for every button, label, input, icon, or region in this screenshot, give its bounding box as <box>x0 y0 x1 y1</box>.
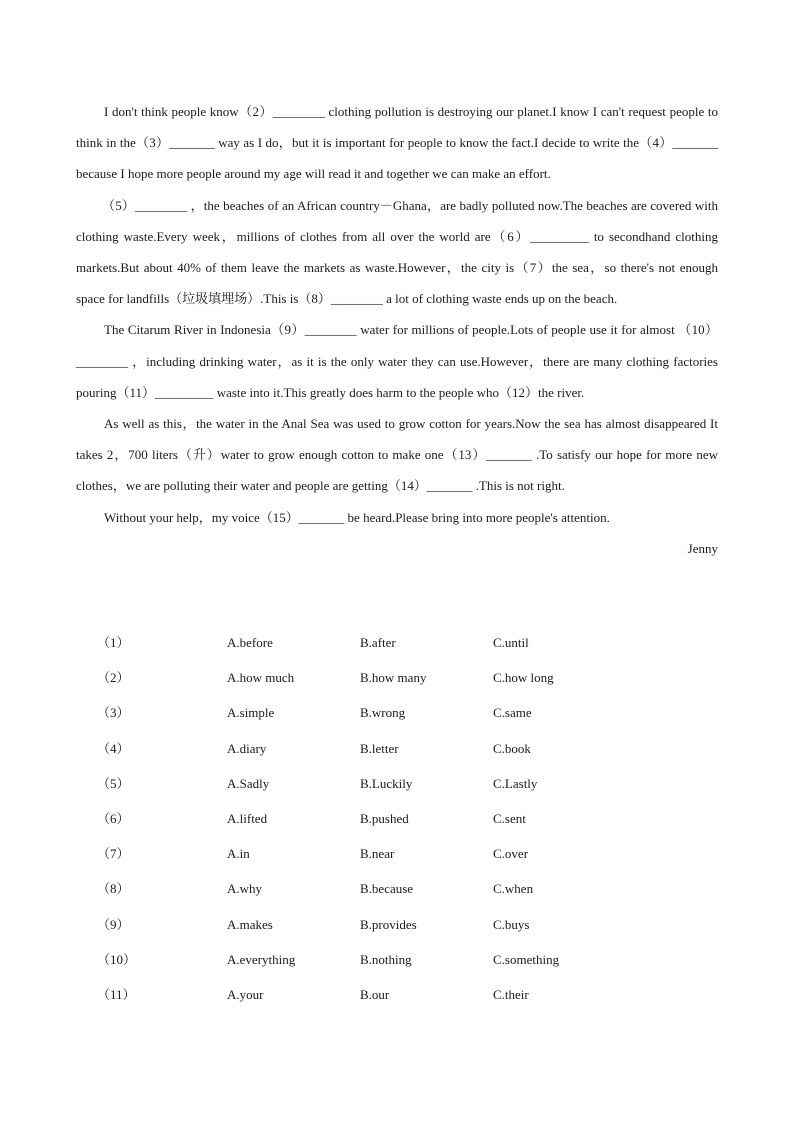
passage-paragraph-1: I don't think people know（2）________ clothing pollution is destroying our planet.I know I can't request people to think in the（3）_______ way as I do，but it is important for people to know the fact.I decide to write the（4）_______ because I hope more people around my age will read it and together we can make an effort. <box>76 104 718 182</box>
option-a[interactable]: A.everything <box>227 951 296 967</box>
question-row <box>76 733 718 768</box>
cloze-passage <box>76 96 718 564</box>
option-b[interactable]: B.near <box>360 846 395 862</box>
option-b[interactable]: B.nothing <box>360 951 412 967</box>
letter-signature: Jenny <box>687 540 718 556</box>
option-b[interactable]: B.letter <box>360 740 399 756</box>
question-number: （7） <box>97 846 130 862</box>
option-a[interactable]: A.in <box>227 846 250 862</box>
question-row <box>76 838 718 873</box>
option-c[interactable]: C.Lastly <box>493 775 538 791</box>
option-b[interactable]: B.how many <box>360 670 427 686</box>
option-b[interactable]: B.after <box>360 635 396 650</box>
option-c[interactable]: C.something <box>493 951 560 967</box>
question-number: （4） <box>97 740 130 756</box>
question-number: （1） <box>97 635 130 650</box>
question-row <box>76 873 718 908</box>
option-c[interactable]: C.their <box>493 986 529 1002</box>
option-b[interactable]: B.Luckily <box>360 775 413 791</box>
question-number: （6） <box>97 810 130 826</box>
option-a[interactable]: A.makes <box>227 916 273 932</box>
question-row <box>76 768 718 803</box>
question-number: （3） <box>97 705 130 721</box>
question-row <box>76 909 718 944</box>
option-a[interactable]: A.how much <box>227 670 295 686</box>
option-b[interactable]: B.provides <box>360 916 417 932</box>
option-b[interactable]: B.because <box>360 881 414 897</box>
option-b[interactable]: B.wrong <box>360 705 406 721</box>
option-c[interactable]: C.how long <box>493 670 554 686</box>
option-a[interactable]: A.lifted <box>227 810 268 826</box>
option-a[interactable]: A.why <box>227 881 263 897</box>
option-a[interactable]: A.simple <box>227 705 275 721</box>
question-row <box>76 944 718 979</box>
question-row <box>76 662 718 697</box>
option-a[interactable]: A.Sadly <box>227 775 270 791</box>
question-number: （11） <box>97 986 136 1002</box>
option-b[interactable]: B.our <box>360 986 390 1002</box>
question-row <box>76 627 718 662</box>
question-row <box>76 803 718 838</box>
question-number: （10） <box>97 951 137 967</box>
passage-paragraph-3: The Citarum River in Indonesia（9）________ water for millions of people.Lots of people use it for almost （10）________ ，including drinking water，as it is the only water they can use.However，there are many clothing factories pouring（11）_________ waste into it.This greatly does harm to the people who（12）the river. <box>76 322 718 400</box>
option-a[interactable]: A.diary <box>227 740 267 756</box>
question-number: （9） <box>97 916 130 932</box>
question-row <box>76 979 718 1014</box>
passage-paragraph-5: Without your help，my voice（15）_______ be heard.Please bring into more people's attention. <box>104 509 610 525</box>
question-number: （5） <box>97 775 130 791</box>
option-b[interactable]: B.pushed <box>360 810 409 826</box>
question-number: （2） <box>97 670 130 686</box>
option-c[interactable]: C.buys <box>493 916 530 932</box>
answer-options-list <box>76 627 718 1014</box>
option-c[interactable]: C.book <box>493 740 531 756</box>
passage-paragraph-2: （5）________ ，the beaches of an African country－Ghana，are badly polluted now.The beaches are covered with clothing waste.Every week，millions of clothes from all over the world are（6）_________ to secondhand clothing markets.But about 40% of them leave the markets as waste.However，the city is（7）the sea，so there's not enough space for landfills（垃圾填埋场）.This is（8）________ a lot of clothing waste ends up on the beach. <box>76 197 718 307</box>
passage-paragraph-4: As well as this，the water in the Anal Sea was used to grow cotton for years.Now the sea has almost disappeared It takes 2，700 liters（升）water to grow enough cotton to make one（13）_______ .To satisfy our hope for more new clothes，we are polluting their water and people are getting（14）_______ .This is not right. <box>76 416 718 494</box>
option-c[interactable]: C.until <box>493 635 529 650</box>
option-c[interactable]: C.when <box>493 881 534 897</box>
option-c[interactable]: C.same <box>493 705 532 721</box>
question-number: （8） <box>97 881 130 897</box>
question-row <box>76 697 718 732</box>
option-c[interactable]: C.over <box>493 846 529 862</box>
option-a[interactable]: A.your <box>227 986 264 1002</box>
option-c[interactable]: C.sent <box>493 810 526 826</box>
option-a[interactable]: A.before <box>227 635 273 650</box>
